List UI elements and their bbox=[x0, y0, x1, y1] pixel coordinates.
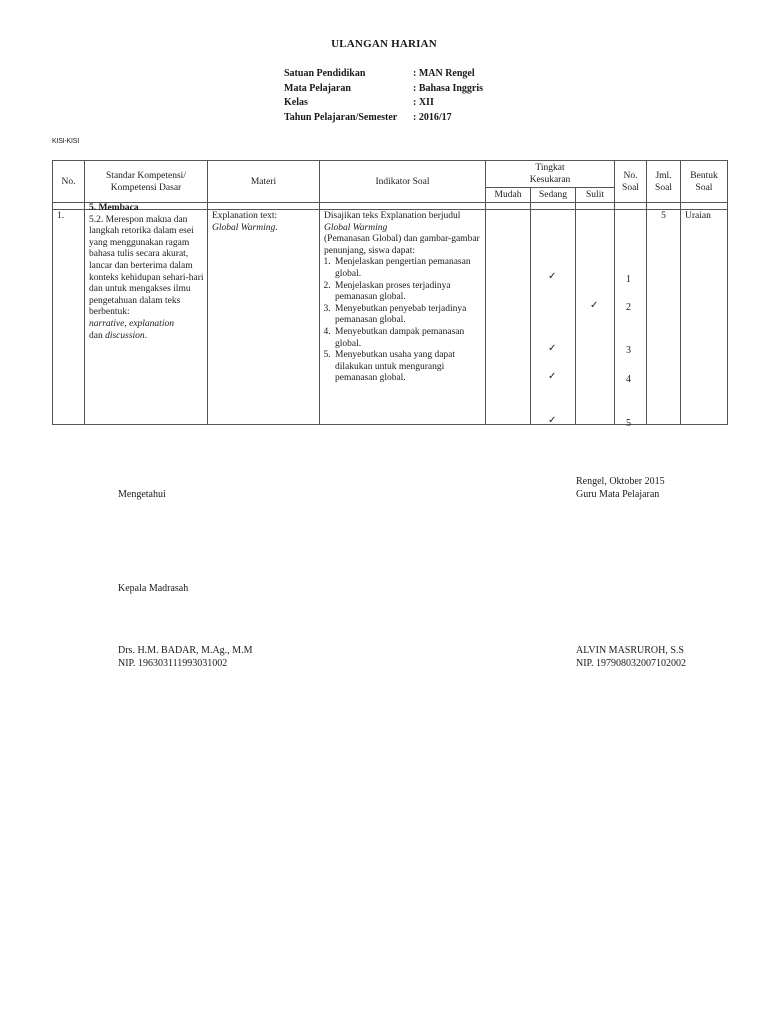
meta-label-tahun: Tahun Pelajaran/Semester bbox=[284, 112, 398, 123]
cell-indikator-soal bbox=[320, 210, 486, 425]
kisi-kisi-table bbox=[52, 160, 728, 425]
meta-label-mapel: Mata Pelajaran bbox=[284, 83, 351, 94]
materi-line1: Explanation text: bbox=[212, 211, 278, 221]
cell-sulit bbox=[576, 210, 615, 425]
check-mark-icon: ✓ bbox=[590, 300, 599, 311]
cell-sedang bbox=[531, 210, 576, 425]
check-mark-icon: ✓ bbox=[548, 371, 557, 382]
header-no-soal: No. Soal bbox=[615, 161, 647, 203]
cell-jml-soal: 5 bbox=[647, 210, 681, 425]
cell-no: 1. bbox=[53, 210, 85, 425]
meta-value-kelas: : XII bbox=[413, 97, 434, 108]
check-mark-icon: ✓ bbox=[548, 343, 557, 354]
standar-text: 5.2. Merespon makna dan langkah retorika dalam esei yang menggunakan ragam bahasa tulis secara akurat, lancar dan berterima dalam konteks kehidupan sehari-hari dan untuk mengakses ilmu pengetahuan dalam teks berbentuk: narrative, explanation dan discussion. bbox=[89, 214, 204, 341]
left-position: Kepala Madrasah bbox=[118, 583, 189, 594]
list-item: 1. Menjelaskan pengertian pemanasan global. bbox=[333, 257, 482, 280]
cell-standar-kompetensi bbox=[85, 203, 208, 425]
list-item: 2. Menjelaskan proses terjadinya pemanasan global. bbox=[333, 281, 482, 304]
meta-value-tahun: : 2016/17 bbox=[413, 112, 452, 123]
header-jml-soal: Jml. Soal bbox=[647, 161, 681, 203]
meta-value-satuan: : MAN Rengel bbox=[413, 68, 475, 79]
header-mudah: Mudah bbox=[486, 188, 531, 203]
header-sedang: Sedang bbox=[531, 188, 576, 203]
indikator-list bbox=[323, 257, 482, 385]
standar-italic-discussion: discussion bbox=[105, 330, 145, 341]
right-signatory-name: ALVIN MASRUROH, S.S bbox=[576, 645, 684, 656]
list-item: 3. Menyebutkan penyebab terjadinya pemanasan global. bbox=[333, 304, 482, 327]
meta-label-kelas: Kelas bbox=[284, 97, 308, 108]
header-bentuk-soal: Bentuk Soal bbox=[681, 161, 728, 203]
no-soal-value: 2 bbox=[626, 302, 631, 313]
header-sulit: Sulit bbox=[576, 188, 615, 203]
no-soal-value: 4 bbox=[626, 374, 631, 385]
header-no: No. bbox=[53, 161, 85, 203]
left-signatory-nip: NIP. 196303111993031002 bbox=[118, 658, 228, 669]
meta-value-mapel: : Bahasa Inggris bbox=[413, 83, 484, 94]
cell-no-soal bbox=[615, 210, 647, 425]
list-item: 5. Menyebutkan usaha yang dapat dilakukan untuk mengurangi pemanasan global. bbox=[333, 350, 482, 385]
right-role: Guru Mata Pelajaran bbox=[576, 489, 660, 500]
cell-bentuk-soal: Uraian bbox=[681, 210, 728, 425]
standar-italic-genres: narrative, explanation bbox=[89, 318, 174, 329]
right-signatory-nip: NIP. 197908032007102002 bbox=[576, 658, 687, 669]
no-soal-value: 1 bbox=[626, 274, 631, 285]
meta-label-satuan: Satuan Pendidikan bbox=[284, 68, 366, 79]
document-title: ULANGAN HARIAN bbox=[331, 38, 437, 50]
no-soal-value: 3 bbox=[626, 345, 631, 356]
kisi-kisi-label: KISI-KISI bbox=[52, 138, 79, 145]
check-mark-icon: ✓ bbox=[548, 415, 557, 426]
table-header-row bbox=[53, 161, 728, 188]
header-materi: Materi bbox=[208, 161, 320, 203]
indikator-intro: Disajikan teks Explanation berjudul Global Warming (Pemanasan Global) dan gambar-gambar penunjang, siswa dapat: bbox=[324, 211, 480, 256]
place-date: Rengel, Oktober 2015 bbox=[576, 476, 665, 487]
cell-materi: Explanation text: Global Warming. bbox=[208, 210, 320, 425]
list-item: 4. Menyebutkan dampak pemanasan global. bbox=[333, 327, 482, 350]
table-row bbox=[53, 210, 728, 425]
cell-mudah bbox=[486, 210, 531, 425]
materi-topic: Global Warming bbox=[212, 222, 276, 233]
header-indikator-soal: Indikator Soal bbox=[320, 161, 486, 203]
header-standar-kompetensi: Standar Kompetensi/ Kompetensi Dasar bbox=[85, 161, 208, 203]
left-signatory-name: Drs. H.M. BADAR, M.Ag., M.M bbox=[118, 645, 253, 656]
header-tingkat-kesukaran: Tingkat Kesukaran bbox=[486, 161, 615, 188]
no-soal-value: 5 bbox=[626, 418, 631, 429]
check-mark-icon: ✓ bbox=[548, 271, 557, 282]
standar-heading: 5. Membaca bbox=[89, 203, 139, 213]
left-role: Mengetahui bbox=[118, 489, 166, 500]
